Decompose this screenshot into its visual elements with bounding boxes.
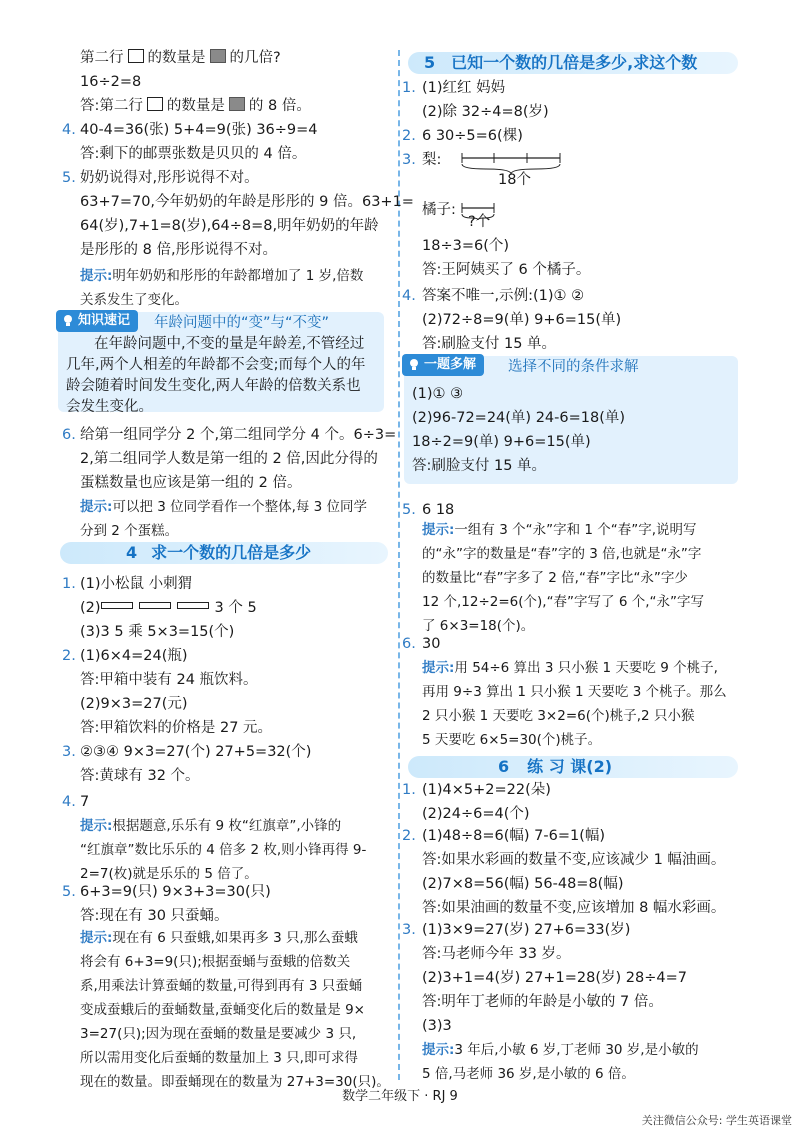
answer-line <box>402 286 584 306</box>
question-number: 2. <box>62 648 76 664</box>
answer-line <box>80 48 281 68</box>
line-text: (2) <box>80 600 101 616</box>
question-number: 4. <box>402 288 416 304</box>
answer-line <box>62 168 259 188</box>
hint-text: 用 54÷6 算出 3 只小猴 1 天要吃 9 个桃子, <box>454 660 718 676</box>
question-number: 6. <box>62 427 76 443</box>
answer-line: (2)72÷8=9(单) 9+6=15(单) <box>422 312 622 328</box>
answer-line: 是彤彤的 8 倍,彤彤说得不对。 <box>80 242 278 258</box>
hint-label: 提示: <box>422 660 455 676</box>
question-number: 4. <box>62 794 76 810</box>
answer-line: 16÷2=8 <box>80 74 142 90</box>
answer-line <box>402 126 523 146</box>
answer-text: (1)6×4=24(瓶) <box>80 648 188 664</box>
answer-line: 系,用乘法计算蚕蛹的数量,可得到再有 3 只蚕蛹 <box>80 978 363 994</box>
multi-solution-line: 18÷2=9(单) 9+6=15(单) <box>412 434 591 450</box>
answer-line: 答:王阿姨买了 6 个橘子。 <box>422 262 591 278</box>
answer-line: 答:现在有 30 只蚕蛹。 <box>80 908 229 924</box>
answer-line: 所以需用变化后蚕蛹的数量加上 3 只,即可求得 <box>80 1050 358 1066</box>
line-text: 第二行 <box>80 50 124 66</box>
answer-line <box>402 500 454 520</box>
answer-line <box>62 792 89 812</box>
answer-text: (1)红红 妈妈 <box>422 80 506 96</box>
answer-line: 答:甲箱饮料的价格是 27 元。 <box>80 720 273 736</box>
answer-line: 答:马老师今年 33 岁。 <box>422 946 571 962</box>
answer-line: 答:刷脸支付 15 单。 <box>422 336 557 352</box>
question-number: 4. <box>62 122 76 138</box>
section-5-header <box>408 52 738 74</box>
answer-line: (3)3 <box>422 1018 452 1034</box>
answer-line: 3=27(只);因为现在蚕蛹的数量是要减少 3 只, <box>80 1026 357 1042</box>
answer-line <box>422 658 718 678</box>
bar-icon <box>101 602 133 609</box>
answer-text: 奶奶说得对,彤彤说得不对。 <box>80 170 259 186</box>
answer-line: (2)24÷6=4(个) <box>422 806 530 822</box>
knowledge-tag-label: 知识速记 <box>78 313 131 328</box>
answer-line: 答:剩下的邮票张数是贝贝的 4 倍。 <box>80 146 307 162</box>
answer-text: (1)4×5+2=22(朵) <box>422 782 551 798</box>
knowledge-title: 年龄问题中的“变”与“不变” <box>154 315 330 331</box>
multi-solution-line: (1)① ③ <box>412 386 464 402</box>
answer-text: 6 18 <box>422 502 455 518</box>
hint-label: 提示: <box>80 268 113 284</box>
answer-line: 答:如果水彩画的数量不变,应该减少 1 幅油画。 <box>422 852 726 868</box>
answer-line: 答:黄球有 32 个。 <box>80 768 200 784</box>
answer-line: 关系发生了变化。 <box>80 292 188 308</box>
line-text: 的 8 倍。 <box>248 98 311 114</box>
section-4-header <box>60 542 388 564</box>
answer-line: 5 倍,马老师 36 岁,是小敏的 6 倍。 <box>422 1066 635 1082</box>
answer-text: (1)3×9=27(岁) 27+6=33(岁) <box>422 922 631 938</box>
answer-line <box>80 96 311 116</box>
question-number: 6. <box>402 636 416 652</box>
lightbulb-icon <box>61 313 75 327</box>
lightbulb-icon <box>407 357 421 371</box>
answer-text: ②③④ 9×3=27(个) 27+5=32(个) <box>80 744 312 760</box>
answer-line <box>62 882 271 902</box>
answer-text: 6 30÷5=6(棵) <box>422 128 523 144</box>
multi-solution-tag-label: 一题多解 <box>424 357 477 372</box>
answer-line: 18÷3=6(个) <box>422 238 510 254</box>
answer-text: 7 <box>80 794 90 810</box>
line-text: 3 个 5 <box>214 600 257 616</box>
answer-text: 答案不唯一,示例:(1)① ② <box>422 288 585 304</box>
knowledge-tag <box>56 310 138 332</box>
section-number: 6 <box>498 757 510 776</box>
answer-line <box>80 816 341 836</box>
answer-line: 答:如果油画的数量不变,应该增加 8 幅水彩画。 <box>422 900 726 916</box>
knowledge-box <box>58 312 384 415</box>
answer-text: 30 <box>422 636 441 652</box>
line-text: 的数量是 <box>147 50 206 66</box>
answer-line: 的数量比“春”字多了 2 倍,“春”字比“永”字少 <box>422 570 688 586</box>
answer-line: 蛋糕数量也应该是第一组的 2 倍。 <box>80 475 302 491</box>
hint-label: 提示: <box>80 818 113 834</box>
multi-solution-box <box>404 356 738 484</box>
bar-icon <box>139 602 171 609</box>
answer-line <box>422 520 697 540</box>
answer-line: 的“永”字的数量是“春”字的 3 倍,也就是“永”字 <box>422 546 702 562</box>
orange-question-label: ?个 <box>468 214 491 230</box>
answer-line: 了 6×3=18(个)。 <box>422 618 535 634</box>
answer-line <box>80 497 367 517</box>
question-number: 2. <box>402 128 416 144</box>
answer-line: 将会有 6+3=9(只);根据蚕蛹与蚕蛾的倍数关 <box>80 954 351 970</box>
multi-solution-tag <box>402 354 484 376</box>
hint-text: 3 年后,小敏 6 岁,丁老师 30 岁,是小敏的 <box>454 1042 699 1058</box>
answer-line: 橘子: <box>422 202 456 218</box>
section-number: 5 <box>424 53 436 72</box>
hint-label: 提示: <box>422 1042 455 1058</box>
question-number: 3. <box>62 744 76 760</box>
answer-text: 40-4=36(张) 5+4=9(张) 36÷9=4 <box>80 122 318 138</box>
answer-line <box>402 920 630 940</box>
knowledge-line: 在年龄问题中,不变的量是年龄差,不管经过 <box>94 336 365 352</box>
question-number: 1. <box>402 80 416 96</box>
hint-text: 根据题意,乐乐有 9 枚“红旗章”,小锋的 <box>112 818 342 834</box>
empty-square-icon <box>128 49 144 63</box>
hint-label: 提示: <box>422 522 455 538</box>
answer-line: (2)9×3=27(元) <box>80 696 188 712</box>
answer-text: (1)48÷8=6(幅) 7-6=1(幅) <box>422 828 606 844</box>
answer-line: (3)3 5 乘 5×3=15(个) <box>80 624 235 640</box>
answer-line <box>62 742 311 762</box>
question-number: 1. <box>62 576 76 592</box>
answer-text: 梨: <box>422 152 442 168</box>
knowledge-line: 几年,两个人相差的年龄都不会变;而每个人的年 <box>66 357 366 373</box>
question-number: 3. <box>402 152 416 168</box>
section-number: 4 <box>126 543 138 562</box>
answer-line <box>402 78 505 98</box>
empty-square-icon <box>147 97 163 111</box>
answer-line <box>402 634 440 654</box>
answer-line: “红旗章”数比乐乐的 4 倍多 2 枚,则小锋再得 9- <box>80 842 367 858</box>
section-title: 求一个数的几倍是多少 <box>151 543 312 562</box>
multi-solution-line: (2)96-72=24(单) 24-6=18(单) <box>412 410 626 426</box>
knowledge-line: 龄会随着时间发生变化,两人年龄的倍数关系也 <box>66 378 361 394</box>
multi-solution-title: 选择不同的条件求解 <box>508 359 639 375</box>
question-number: 1. <box>402 782 416 798</box>
answer-line <box>62 120 318 140</box>
answer-line <box>62 574 192 594</box>
answer-line <box>402 826 605 846</box>
answer-text: 6+3=9(只) 9×3+3=30(只) <box>80 884 271 900</box>
hint-label: 提示: <box>80 499 113 515</box>
answer-line: 答:甲箱中装有 24 瓶饮料。 <box>80 672 258 688</box>
hint-text: 现在有 6 只蚕蛾,如果再多 3 只,那么蚕蛾 <box>112 930 358 946</box>
answer-line: 2=7(枚)就是乐乐的 5 倍了。 <box>80 866 258 882</box>
answer-line: 再用 9÷3 算出 1 只小猴 1 天要吃 3 个桃子。那么 <box>422 684 727 700</box>
answer-line: 现在的数量。即蚕蛹现在的数量为 27+3=30(只)。 <box>80 1074 390 1090</box>
question-number: 5. <box>62 170 76 186</box>
answer-line: 63+7=70,今年奶奶的年龄是彤彤的 9 倍。63+1= <box>80 194 414 210</box>
hint-text: 一组有 3 个“永”字和 1 个“春”字,说明写 <box>454 522 697 538</box>
answer-line: (2)3+1=4(岁) 27+1=28(岁) 28÷4=7 <box>422 970 687 986</box>
answer-line <box>80 598 257 618</box>
hint-label: 提示: <box>80 930 113 946</box>
hint-text: 明年奶奶和彤彤的年龄都增加了 1 岁,倍数 <box>112 268 364 284</box>
answer-line: 变成蚕蛾后的蚕蛹数量,蚕蛹变化后的数量是 9× <box>80 1002 365 1018</box>
knowledge-line: 会发生变化。 <box>66 399 153 415</box>
answer-text: 给第一组同学分 2 个,第二组同学分 4 个。6÷3= <box>80 427 397 443</box>
answer-line: 5 天要吃 6×5=30(个)桃子。 <box>422 732 602 748</box>
answer-line <box>62 425 396 445</box>
line-text: 答:第二行 <box>80 98 143 114</box>
pear-total-label: 18个 <box>498 172 531 188</box>
answer-line <box>80 928 358 948</box>
page-footer: 数学二年级下 · RJ 9 <box>342 1089 458 1104</box>
answer-line: 64(岁),7+1=8(岁),64÷8=8,明年奶奶的年龄 <box>80 218 379 234</box>
answer-line: (2)除 32÷4=8(岁) <box>422 104 549 120</box>
answer-line: 分到 2 个蛋糕。 <box>80 523 179 539</box>
answer-line: 答:明年丁老师的年龄是小敏的 7 倍。 <box>422 994 663 1010</box>
section-title: 已知一个数的几倍是多少,求这个数 <box>451 53 698 72</box>
answer-line: 12 个,12÷2=6(个),“春”字写了 6 个,“永”字写 <box>422 594 705 610</box>
line-text: 的数量是 <box>166 98 225 114</box>
question-number: 3. <box>402 922 416 938</box>
answer-line <box>62 646 188 666</box>
wechat-note: 关注微信公众号: 学生英语课堂 <box>641 1114 792 1127</box>
answer-text: (1)小松鼠 小刺猬 <box>80 576 193 592</box>
filled-square-icon <box>210 49 226 63</box>
filled-square-icon <box>229 97 245 111</box>
question-number: 5. <box>62 884 76 900</box>
multi-solution-line: 答:刷脸支付 15 单。 <box>412 458 547 474</box>
bar-icon <box>177 602 209 609</box>
hint-text: 可以把 3 位同学看作一个整体,每 3 位同学 <box>112 499 368 515</box>
answer-line: (2)7×8=56(幅) 56-48=8(幅) <box>422 876 624 892</box>
answer-line <box>80 266 363 286</box>
line-text: 的几倍? <box>229 50 281 66</box>
answer-line <box>422 1040 699 1060</box>
answer-line: 2,第二组同学人数是第一组的 2 倍,因此分得的 <box>80 451 378 467</box>
answer-line: 2 只小猴 1 天要吃 3×2=6(个)桃子,2 只小猴 <box>422 708 695 724</box>
answer-line <box>402 780 551 800</box>
question-number: 2. <box>402 828 416 844</box>
question-number: 5. <box>402 502 416 518</box>
section-6-header <box>408 756 738 778</box>
answer-line <box>402 150 441 170</box>
section-title: 练 习 课(2) <box>527 757 613 776</box>
